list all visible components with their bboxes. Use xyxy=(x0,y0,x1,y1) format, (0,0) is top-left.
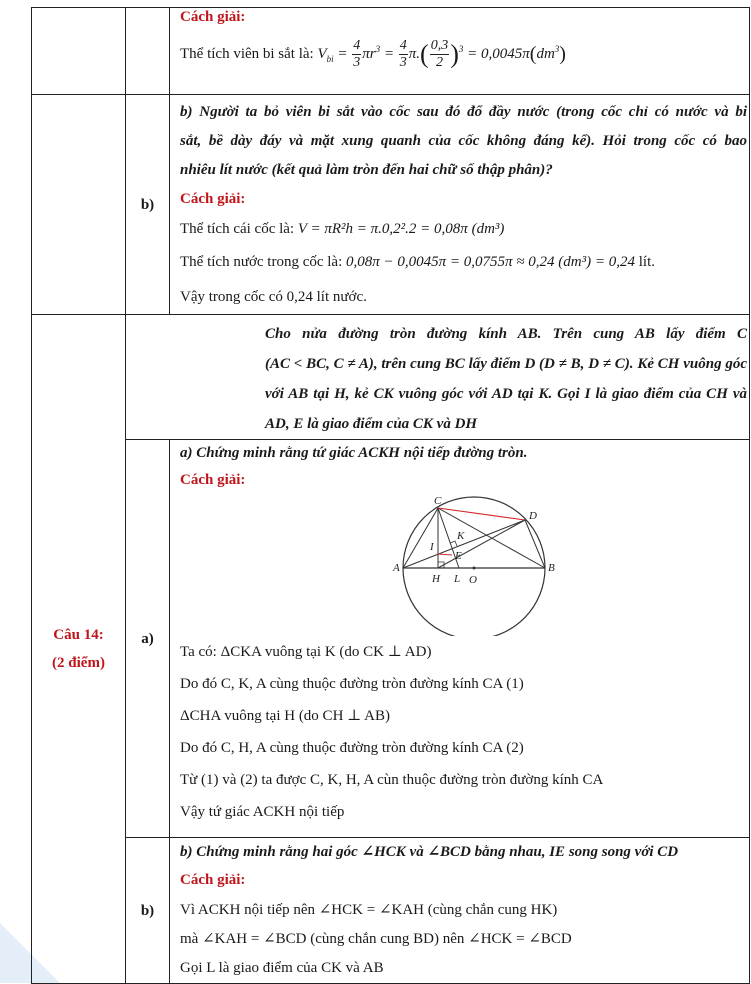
point-label-i: I xyxy=(430,541,434,553)
part-b2-line-3: Gọi L là giao điểm của CK và AB xyxy=(180,960,384,976)
point-label-e: E xyxy=(455,550,462,562)
question-cell-mid xyxy=(32,95,126,315)
part-a-line-1: Ta có: ΔCKA vuông tại K (do CK ⊥ AD) xyxy=(180,644,432,660)
problem-cell xyxy=(126,315,750,440)
part-a-label: a) xyxy=(141,630,154,647)
water-volume-formula: 0,08π − 0,0045π = 0,0755π ≈ 0,24 (dm³) = 0,24 xyxy=(346,254,635,270)
point-label-l: L xyxy=(454,573,461,585)
ball-volume-formula: $V_{bi}$ = $\frac{4}{3}$ $\pi r^3$ = $\frac{4}{3}$ π.( $\frac{0,3}{2}$ )$^3 = 0,0045\pi(dm^3)$ xyxy=(317,38,566,70)
cup-prompt-line-1: b) Người ta bỏ viên bi sắt vào cốc sau đó đổ đầy nước (trong cốc chỉ có nước và bi xyxy=(180,104,747,120)
geometry-figure-wrap xyxy=(180,496,747,636)
point-label-a: A xyxy=(393,562,400,574)
part-a-line-3: ΔCHA vuông tại H (do CH ⊥ AB) xyxy=(180,708,391,724)
part-b2-line-2: mà ∠KAH = ∠BCD (cùng chắn cung BD) nên ∠HCK = ∠BCD xyxy=(180,931,572,947)
cup-water-cell xyxy=(170,95,750,315)
water-volume-line xyxy=(180,244,747,280)
part-b2-heading: Cách giải: xyxy=(180,872,246,888)
part-a-prompt: a) Chứng minh rằng tứ giác ACKH nội tiếp đường tròn. xyxy=(180,445,528,461)
ball-volume-label: Thể tích viên bi sắt là: xyxy=(180,45,314,62)
cup-prompt-line-3: nhiêu lít nước (kết quả làm tròn đến hai chữ số thập phân)? xyxy=(180,162,553,178)
question-cell xyxy=(32,315,126,984)
part-b-cell xyxy=(126,95,170,315)
water-volume-unit: lít. xyxy=(638,254,655,270)
segment-cd xyxy=(438,508,525,520)
problem-line-4: AD, E là giao điểm của CK và DH xyxy=(265,416,478,432)
ball-volume-cell xyxy=(170,8,750,95)
problem-line-2: (AC < BC, C ≠ A), trên cung BC lấy điểm D (D ≠ B, D ≠ C). Kẻ CH vuông góc xyxy=(265,356,747,372)
segment-db xyxy=(525,520,545,568)
problem-line-1: Cho nửa đường tròn đường kính AB. Trên cung AB lấy điểm C xyxy=(265,326,747,342)
table-row xyxy=(32,838,750,984)
part-a-content-cell xyxy=(170,440,750,838)
part-a-heading: Cách giải: xyxy=(180,472,246,488)
center-point xyxy=(473,567,476,570)
point-label-h: H xyxy=(432,573,440,585)
cup-volume-label: Thể tích cái cốc là: xyxy=(180,221,295,237)
segment-ie xyxy=(438,554,452,555)
segment-ca xyxy=(403,508,438,568)
part-b2-label: b) xyxy=(140,902,155,919)
part-cell-top xyxy=(126,8,170,95)
table-row xyxy=(32,95,750,315)
table-row xyxy=(32,8,750,95)
part-b2-content-cell xyxy=(170,838,750,984)
part-b-label: b) xyxy=(140,196,155,213)
point-label-c: C xyxy=(434,496,442,507)
cup-prompt-line-2: sắt, bề dày đáy và mặt xung quanh của cốc không đáng kể). Hỏi trong cốc có bao xyxy=(180,133,747,149)
point-label-b: B xyxy=(548,562,555,574)
solution-heading: Cách giải: xyxy=(180,9,246,25)
ball-volume-line xyxy=(170,38,749,71)
part-a-line-4: Do đó C, H, A cùng thuộc đường tròn đường kính CA (2) xyxy=(180,740,524,756)
cup-volume-line xyxy=(180,214,747,244)
part-b2-cell xyxy=(126,838,170,984)
part-b2-prompt: b) Chứng minh rằng hai góc ∠HCK và ∠BCD bằng nhau, IE song song với CD xyxy=(180,844,679,860)
cup-volume-formula: V = πR²h = π.0,2².2 = 0,08π (dm³) xyxy=(297,221,505,237)
part-a-line-2: Do đó C, K, A cùng thuộc đường tròn đường kính CA (1) xyxy=(180,676,524,692)
cup-solution-heading: Cách giải: xyxy=(180,191,246,207)
problem-line-3: với AB tại H, kẻ CK vuông góc với AD tại K. Gọi I là giao điểm của CH và xyxy=(265,386,747,402)
point-label-k: K xyxy=(457,530,465,542)
part-b2-line-1: Vì ACKH nội tiếp nên ∠HCK = ∠KAH (cùng chắn cung HK) xyxy=(180,902,558,918)
question-label: Câu 14: xyxy=(53,627,104,643)
point-label-o: O xyxy=(469,574,477,586)
question-cell-top xyxy=(32,8,126,95)
water-volume-label: Thể tích nước trong cốc là: xyxy=(180,254,343,270)
part-a-line-6: Vậy tứ giác ACKH nội tiếp xyxy=(180,804,345,820)
geometry-figure xyxy=(372,496,572,636)
table-row xyxy=(32,440,750,838)
cup-conclusion: Vậy trong cốc có 0,24 lít nước. xyxy=(180,289,367,305)
table-row xyxy=(32,315,750,440)
part-a-line-5: Từ (1) và (2) ta được C, K, H, A cùn thuộc đường tròn đường kính CA xyxy=(180,772,604,788)
part-a-cell xyxy=(126,440,170,838)
question-points: (2 điểm) xyxy=(52,655,105,671)
segment-ad xyxy=(403,520,525,568)
point-label-d: D xyxy=(529,510,537,522)
solution-table xyxy=(31,7,750,984)
